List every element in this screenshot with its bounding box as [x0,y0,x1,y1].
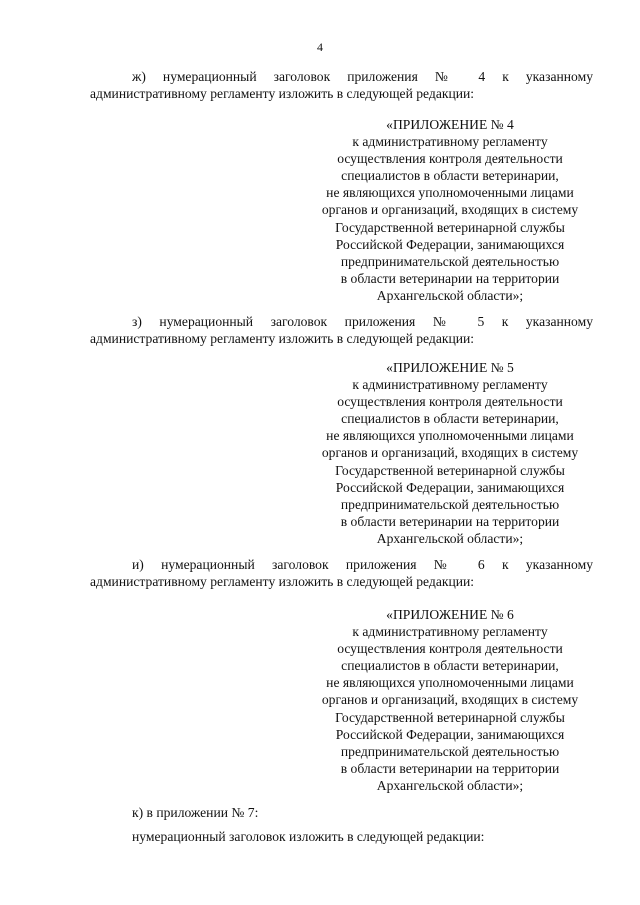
appendix-line: специалистов в области ветеринарии, [341,411,559,427]
appendix-line: специалистов в области ветеринарии, [341,658,559,674]
appendix-6-heading [300,606,600,794]
section-zh-intro [90,68,593,102]
appendix-line: в области ветеринарии на территории [340,760,560,776]
appendix-line: к административному регламенту [352,624,548,640]
appendix-line: не являющихся уполномоченными лицами [326,428,574,444]
appendix-line: органов и организаций, входящих в систему [321,692,579,708]
appendix-line: Архангельской области»; [376,287,524,303]
intro-line: з) нумерационный заголовок приложения № 5 к указанному [132,314,593,329]
appendix-line: в области ветеринарии на территории [340,270,560,286]
appendix-line: Государственной ветеринарной службы [335,219,565,235]
intro-line: административному регламенту изложить в следующей редакции: [90,574,475,590]
appendix-line: в области ветеринарии на территории [340,513,560,529]
appendix-line: осуществления контроля деятельности [337,151,563,167]
appendix-5-heading [300,359,600,547]
appendix-line: Архангельской области»; [376,777,524,793]
appendix-4-heading [300,116,600,304]
appendix-line: не являющихся уполномоченными лицами [326,185,574,201]
appendix-line: «ПРИЛОЖЕНИЕ № 5 [386,360,514,375]
appendix-line: Российской Федерации, занимающихся [335,479,565,495]
section-z-intro [90,313,593,347]
intro-line: административному регламенту изложить в следующей редакции: [90,86,475,102]
closing-line-heading: нумерационный заголовок изложить в следующей редакции: [132,829,485,844]
section-i-intro [90,556,593,590]
appendix-line: предпринимательской деятельностью [340,253,560,269]
appendix-line: Государственной ветеринарной службы [335,709,565,725]
appendix-line: Архангельской области»; [376,530,524,546]
intro-line: и) нумерационный заголовок приложения № 6 к указанному [132,557,593,572]
appendix-line: осуществления контроля деятельности [337,641,563,657]
intro-line: административному регламенту изложить в следующей редакции: [90,331,475,347]
intro-line: ж) нумерационный заголовок приложения № 4 к указанному [132,69,593,84]
page-number: 4 [317,40,323,54]
appendix-line: органов и организаций, входящих в систему [321,445,579,461]
appendix-line: к административному регламенту [352,134,548,150]
appendix-line: специалистов в области ветеринарии, [341,168,559,184]
appendix-line: «ПРИЛОЖЕНИЕ № 4 [386,117,514,132]
appendix-line: осуществления контроля деятельности [337,394,563,410]
appendix-line: Государственной ветеринарной службы [335,462,565,478]
appendix-line: Российской Федерации, занимающихся [335,236,565,252]
appendix-line: предпринимательской деятельностью [340,743,560,759]
appendix-line: органов и организаций, входящих в систему [321,202,579,218]
appendix-line: к административному регламенту [352,377,548,393]
appendix-line: «ПРИЛОЖЕНИЕ № 6 [386,607,514,622]
appendix-line: Российской Федерации, занимающихся [335,726,565,742]
appendix-line: предпринимательской деятельностью [340,496,560,512]
closing-line-k: к) в приложении № 7: [132,805,259,820]
appendix-line: не являющихся уполномоченными лицами [326,675,574,691]
